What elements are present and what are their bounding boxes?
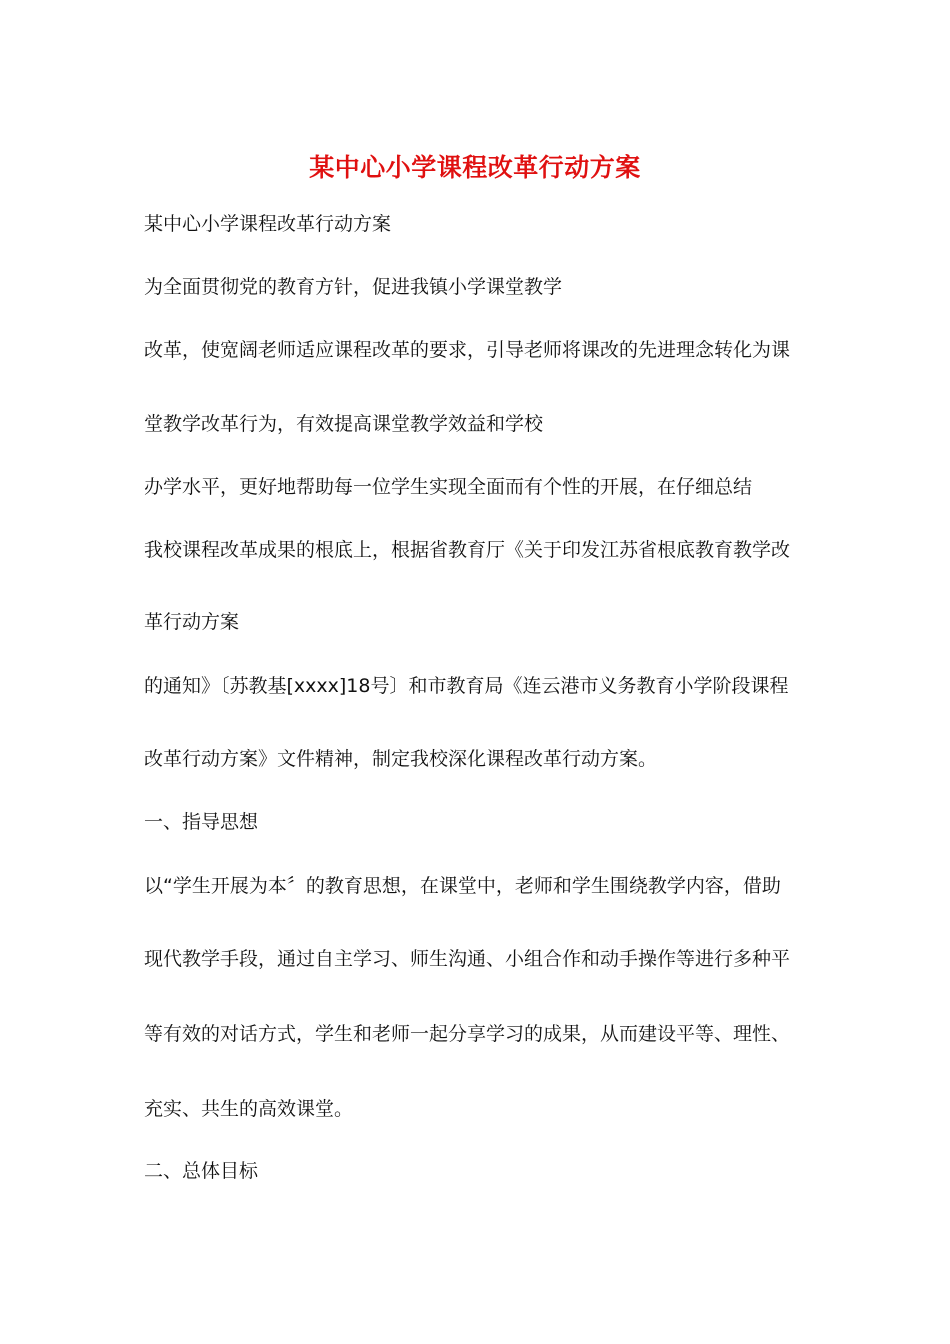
paragraph-line: 的通知》〔苏教基[xxxx]18号〕和市教育局《连云港市义务教育小学阶段课程 (144, 675, 789, 697)
paragraph-line: 革行动方案 (144, 611, 240, 633)
paragraph-line: 办学水平，更好地帮助每一位学生实现全面而有个性的开展，在仔细总结 (144, 476, 753, 498)
paragraph-line: 改革，使宽阔老师适应课程改革的要求，引导老师将课改的先进理念转化为课 (144, 339, 791, 361)
paragraph-line: 改革行动方案》文件精神，制定我校深化课程改革行动方案。 (144, 748, 658, 770)
paragraph-line: 等有效的对话方式，学生和老师一起分享学习的成果，从而建设平等、理性、 (144, 1023, 791, 1045)
paragraph-line: 为全面贯彻党的教育方针，促进我镇小学课堂教学 (144, 276, 563, 298)
section-heading-guiding-ideology: 一、指导思想 (144, 811, 259, 833)
paragraph-line: 堂教学改革行为，有效提高课堂教学效益和学校 (144, 413, 544, 435)
paragraph-line: 以“学生开展为本〞的教育思想，在课堂中，老师和学生围绕教学内容，借助 (144, 875, 781, 897)
document-title: 某中心小学课程改革行动方案 (309, 153, 641, 182)
paragraph-line: 充实、共生的高效课堂。 (144, 1098, 354, 1120)
section-heading-overall-goals: 二、总体目标 (144, 1160, 259, 1182)
subtitle-line: 某中心小学课程改革行动方案 (144, 213, 392, 235)
paragraph-line: 我校课程改革成果的根底上，根据省教育厅《关于印发江苏省根底教育教学改 (144, 539, 791, 561)
paragraph-line: 现代教学手段，通过自主学习、师生沟通、小组合作和动手操作等进行多种平 (144, 948, 791, 970)
